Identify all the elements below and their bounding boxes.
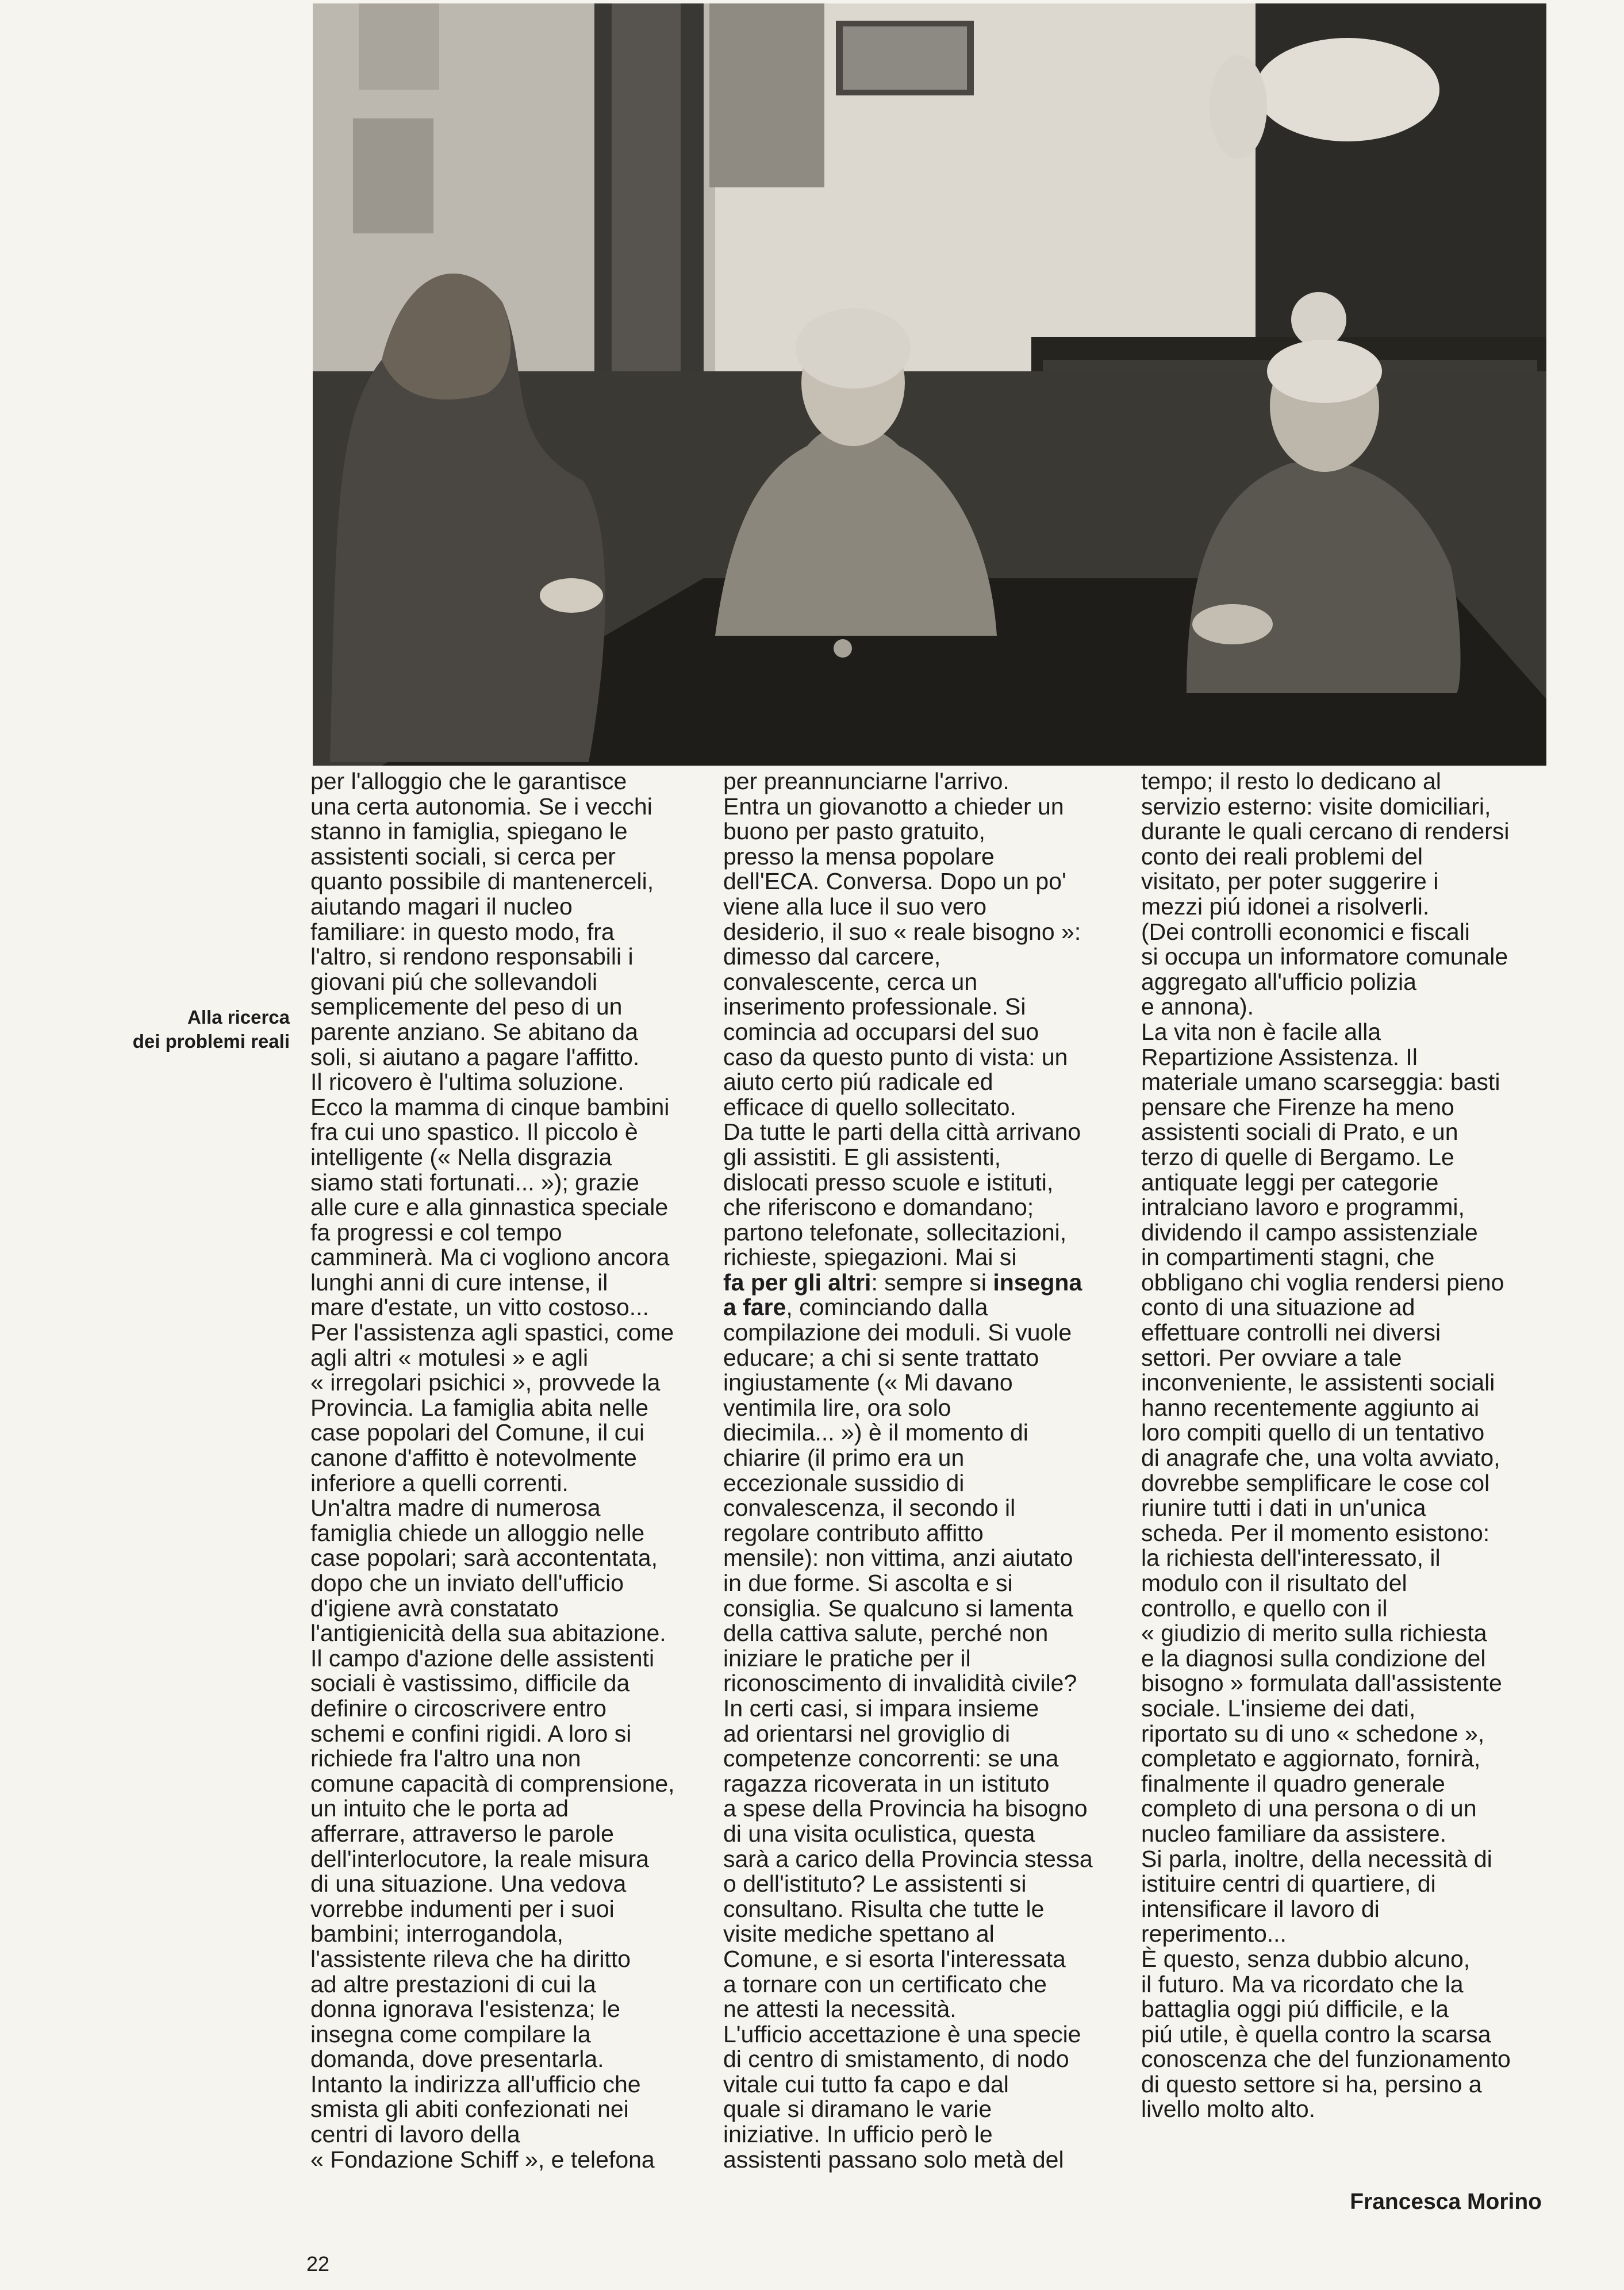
text-line: siamo stati fortunati... »); grazie [310,1169,639,1196]
text-line: lunghi anni di cure intense, il [310,1269,608,1296]
text-line: un intuito che le porta ad [310,1795,569,1822]
text-line: caso da questo punto di vista: un [723,1043,1068,1070]
text-line: hanno recentemente aggiunto ai [1141,1394,1480,1421]
text-line: sociale. L'insieme dei dati, [1141,1695,1416,1722]
text-line: giovani piú che sollevandoli [310,968,598,995]
text-line: piú utile, è quella contro la scarsa [1141,2020,1491,2047]
text-line: scheda. Per il momento esistono: [1141,1519,1490,1546]
text-line: Repartizione Assistenza. Il [1141,1043,1418,1070]
byline: Francesca Morino [1350,2189,1542,2214]
text-line: a fare, cominciando dalla [723,1294,988,1321]
text-line: per preannunciarne l'arrivo. [723,768,1009,794]
text-line: dopo che un inviato dell'ufficio [310,1570,624,1596]
text-line: durante le quali cercano di rendersi [1141,818,1510,845]
text-line: semplicemente del peso di un [310,993,623,1020]
text-line: e annona). [1141,993,1254,1020]
text-line: visite mediche spettano al [723,1920,995,1947]
text-line: assistenti sociali di Prato, e un [1141,1119,1458,1146]
text-line: richieste, spiegazioni. Mai si [723,1244,1017,1271]
text-line: tempo; il resto lo dedicano al [1141,768,1441,794]
text-line: dell'interlocutore, la reale misura [310,1845,649,1872]
text-line: Il ricovero è l'ultima soluzione. [310,1069,624,1096]
text-line: controllo, e quello con il [1141,1594,1388,1622]
text-line: consiglia. Se qualcuno si lamenta [723,1594,1073,1622]
text-line: vitale cui tutto fa capo e dal [723,2070,1009,2097]
text-line: presso la mensa popolare [723,843,995,870]
text-line: camminerà. Ma ci vogliono ancora [310,1244,670,1271]
text-line: reperimento... [1141,1920,1287,1947]
text-line: di anagrafe che, una volta avviato, [1141,1444,1500,1471]
text-line: finalmente il quadro generale [1141,1770,1445,1797]
text-line: « giudizio di merito sulla richiesta [1141,1620,1487,1647]
text-line: sarà a carico della Provincia stessa [723,1845,1093,1872]
text-line: educare; a chi si sente trattato [723,1344,1039,1371]
text-line: domanda, dove presentarla. [310,2046,604,2073]
text-line: l'altro, si rendono responsabili i [310,943,634,970]
text-line: fra cui uno spastico. Il piccolo è [310,1119,638,1146]
text-line: inferiore a quelli correnti. [310,1469,569,1496]
text-line: parente anziano. Se abitano da [310,1018,638,1045]
text-line: l'antigienicità della sua abitazione. [310,1620,666,1647]
text-line: Comune, e si esorta l'interessata [723,1945,1066,1972]
text-line: bisogno » formulata dall'assistente [1141,1670,1502,1697]
text-line: mezzi piú idonei a risolverli. [1141,893,1430,920]
text-line: inserimento professionale. Si [723,993,1026,1020]
text-line: dislocati presso scuole e istituti, [723,1169,1054,1196]
sidenote-line: Alla ricerca [187,1006,290,1028]
text-line: vorrebbe indumenti per i suoi [310,1895,615,1922]
text-line: di una situazione. Una vedova [310,1870,627,1897]
text-line: settori. Per ovviare a tale [1141,1344,1402,1371]
emphasis: a fare [723,1294,786,1321]
text-line: partono telefonate, sollecitazioni, [723,1219,1067,1246]
text-line: della cattiva salute, perché non [723,1620,1049,1647]
text-line: bambini; interrogandola, [310,1920,563,1947]
text-line: dovrebbe semplificare le cose col [1141,1469,1490,1496]
text-line: donna ignorava l'esistenza; le [310,1996,620,2023]
text-line: schemi e confini rigidi. A loro si [310,1720,632,1747]
text-line: insegna come compilare la [310,2020,591,2047]
text-line: ad altre prestazioni di cui la [310,1970,596,1997]
text-line: che riferiscono e domandano; [723,1194,1034,1221]
text-line: d'igiene avrà constatato [310,1594,559,1622]
text-line: in compartimenti stagni, che [1141,1244,1435,1271]
text-line: riunire tutti i dati in un'unica [1141,1494,1426,1521]
text-line: soli, si aiutano a pagare l'affitto. [310,1043,640,1070]
text-line: conto di una situazione ad [1141,1294,1415,1321]
text-line: case popolari del Comune, il cui [310,1419,645,1446]
text-line: pensare che Firenze ha meno [1141,1093,1454,1120]
text-line: assistenti passano solo metà del [723,2146,1064,2173]
text-line: a tornare con un certificato che [723,1970,1047,1997]
text-line: quale si diramano le varie [723,2096,992,2123]
text-line: comune capacità di comprensione, [310,1770,675,1797]
text-line: riconoscimento di invalidità civile? [723,1670,1077,1697]
emphasis: insegna [993,1269,1082,1296]
text-line: assistenti sociali, si cerca per [310,843,616,870]
text-line: smista gli abiti confezionati nei [310,2096,629,2123]
text-line: l'assistente rileva che ha diritto [310,1945,631,1972]
text-line: battaglia oggi piú difficile, e la [1141,1996,1449,2023]
text-line: compilazione dei moduli. Si vuole [723,1319,1072,1346]
photo-icon [313,3,1546,766]
text-line: conto dei reali problemi del [1141,843,1423,870]
text-line: quanto possibile di mantenerceli, [310,868,654,895]
text-line: definire o circoscrivere entro [310,1695,606,1722]
text-line: Un'altra madre di numerosa [310,1494,601,1521]
text-line: di questo settore si ha, persino a [1141,2070,1482,2097]
text-line: centri di lavoro della [310,2121,520,2148]
text-line: regolare contributo affitto [723,1519,984,1546]
text-line: intralciano lavoro e programmi, [1141,1194,1465,1221]
text-line: conoscenza che del funzionamento [1141,2046,1511,2073]
text-line: consultano. Risulta che tutte le [723,1895,1045,1922]
text-line: Per l'assistenza agli spastici, come [310,1319,674,1346]
text-line: intensificare il lavoro di [1141,1895,1380,1922]
text-line: la richiesta dell'interessato, il [1141,1544,1441,1572]
text-line: In certi casi, si impara insieme [723,1695,1039,1722]
text-line: dividendo il campo assistenziale [1141,1219,1478,1246]
text-line: buono per pasto gratuito, [723,818,985,845]
text-line: riportato su di uno « schedone », [1141,1720,1485,1747]
text-line: livello molto alto. [1141,2096,1316,2123]
text-line: canone d'affitto è notevolmente [310,1444,637,1471]
text-line: si occupa un informatore comunale [1141,943,1508,970]
text-line: fa per gli altri: sempre si insegna [723,1269,1082,1296]
text-line: Si parla, inoltre, della necessità di [1141,1845,1492,1872]
article-column-1 [310,769,729,2172]
text-line: desiderio, il suo « reale bisogno »: [723,918,1081,945]
text-line: in due forme. Si ascolta e si [723,1570,1013,1596]
text-line: efficace di quello sollecitato. [723,1093,1016,1120]
emphasis: fa per gli altri [723,1269,871,1296]
text-line: competenze concorrenti: se una [723,1745,1059,1772]
text-line: ragazza ricoverata in un istituto [723,1770,1050,1797]
text-line: La vita non è facile alla [1141,1018,1381,1045]
text-line: nucleo familiare da assistere. [1141,1820,1446,1847]
text-line: terzo di quelle di Bergamo. Le [1141,1143,1454,1170]
text-line: Entra un giovanotto a chieder un [723,793,1064,820]
text-line: dell'ECA. Conversa. Dopo un po' [723,868,1066,895]
text-line: ventimila lire, ora solo [723,1394,951,1421]
text-line: modulo con il risultato del [1141,1570,1407,1596]
text-line: una certa autonomia. Se i vecchi [310,793,652,820]
page-number: 22 [306,2252,330,2276]
text-line: aiutando magari il nucleo [310,893,573,920]
text-line: case popolari; sarà accontentata, [310,1544,658,1572]
text-line: « irregolari psichici », provvede la [310,1369,661,1396]
text-line: ad orientarsi nel groviglio di [723,1720,1011,1747]
text-line: visitato, per poter suggerire i [1141,868,1439,895]
text-line: per l'alloggio che le garantisce [310,768,627,794]
article-column-3 [1141,769,1560,2122]
text-line: Il campo d'azione delle assistenti [310,1645,655,1672]
text-line: diecimila... ») è il momento di [723,1419,1028,1446]
text-line: fa progressi e col tempo [310,1219,562,1246]
text-line: mensile): non vittima, anzi aiutato [723,1544,1073,1572]
text-line: antiquate leggi per categorie [1141,1169,1439,1196]
text-line: obbligano chi voglia rendersi pieno [1141,1269,1504,1296]
text-line: L'ufficio accettazione è una specie [723,2020,1081,2047]
text-line: a spese della Provincia ha bisogno [723,1795,1088,1822]
text-line: ne attesti la necessità. [723,1996,957,2023]
text-line: eccezionale sussidio di [723,1469,965,1496]
text-line: Ecco la mamma di cinque bambini [310,1093,670,1120]
text-line: familiare: in questo modo, fra [310,918,615,945]
text-line: iniziare le pratiche per il [723,1645,971,1672]
text-line: mare d'estate, un vitto costoso... [310,1294,649,1321]
article-photo [313,3,1546,766]
text-line: Intanto la indirizza all'ufficio che [310,2070,641,2097]
sidenote [92,1005,290,1054]
sidenote-line: dei problemi reali [132,1031,290,1052]
text-line: iniziative. In ufficio però le [723,2121,993,2148]
text-line: convalescenza, il secondo il [723,1494,1016,1521]
text-line: di una visita oculistica, questa [723,1820,1035,1847]
text-line: sociali è vastissimo, difficile da [310,1670,630,1697]
text-line: effettuare controlli nei diversi [1141,1319,1441,1346]
text-line: stanno in famiglia, spiegano le [310,818,628,845]
text-line: (Dei controlli economici e fiscali [1141,918,1470,945]
text-line: intelligente (« Nella disgrazia [310,1143,612,1170]
text-line: agli altri « motulesi » e agli [310,1344,589,1371]
text-line: completato e aggiornato, fornirà, [1141,1745,1481,1772]
text-line: alle cure e alla ginnastica speciale [310,1194,669,1221]
text-line: il futuro. Ma va ricordato che la [1141,1970,1464,1997]
text-line: completo di una persona o di un [1141,1795,1477,1822]
text-line: richiede fra l'altro una non [310,1745,581,1772]
text-line: e la diagnosi sulla condizione del [1141,1645,1486,1672]
text-line: inconveniente, le assistenti sociali [1141,1369,1495,1396]
text-line: ingiustamente (« Mi davano [723,1369,1013,1396]
text-line: istituire centri di quartiere, di [1141,1870,1436,1897]
text-line: Da tutte le parti della città arrivano [723,1119,1081,1146]
text-line: afferrare, attraverso le parole [310,1820,614,1847]
text-line: materiale umano scarseggia: basti [1141,1069,1500,1096]
text-line: loro compiti quello di un tentativo [1141,1419,1485,1446]
text-line: convalescente, cerca un [723,968,978,995]
text-line: famiglia chiede un alloggio nelle [310,1519,645,1546]
text-line: aggregato all'ufficio polizia [1141,968,1416,995]
text-line: Provincia. La famiglia abita nelle [310,1394,648,1421]
text-line: È questo, senza dubbio alcuno, [1141,1945,1471,1972]
text-line: comincia ad occuparsi del suo [723,1018,1039,1045]
text-line: gli assistiti. E gli assistenti, [723,1143,1001,1170]
article-column-2 [723,769,1142,2172]
text-line: dimesso dal carcere, [723,943,941,970]
text-line: servizio esterno: visite domiciliari, [1141,793,1491,820]
text-line: « Fondazione Schiff », e telefona [310,2146,655,2173]
text-line: aiuto certo piú radicale ed [723,1069,993,1096]
text-line: chiarire (il primo era un [723,1444,965,1471]
text-line: viene alla luce il suo vero [723,893,987,920]
text-line: di centro di smistamento, di nodo [723,2046,1069,2073]
text-line: o dell'istituto? Le assistenti si [723,1870,1027,1897]
